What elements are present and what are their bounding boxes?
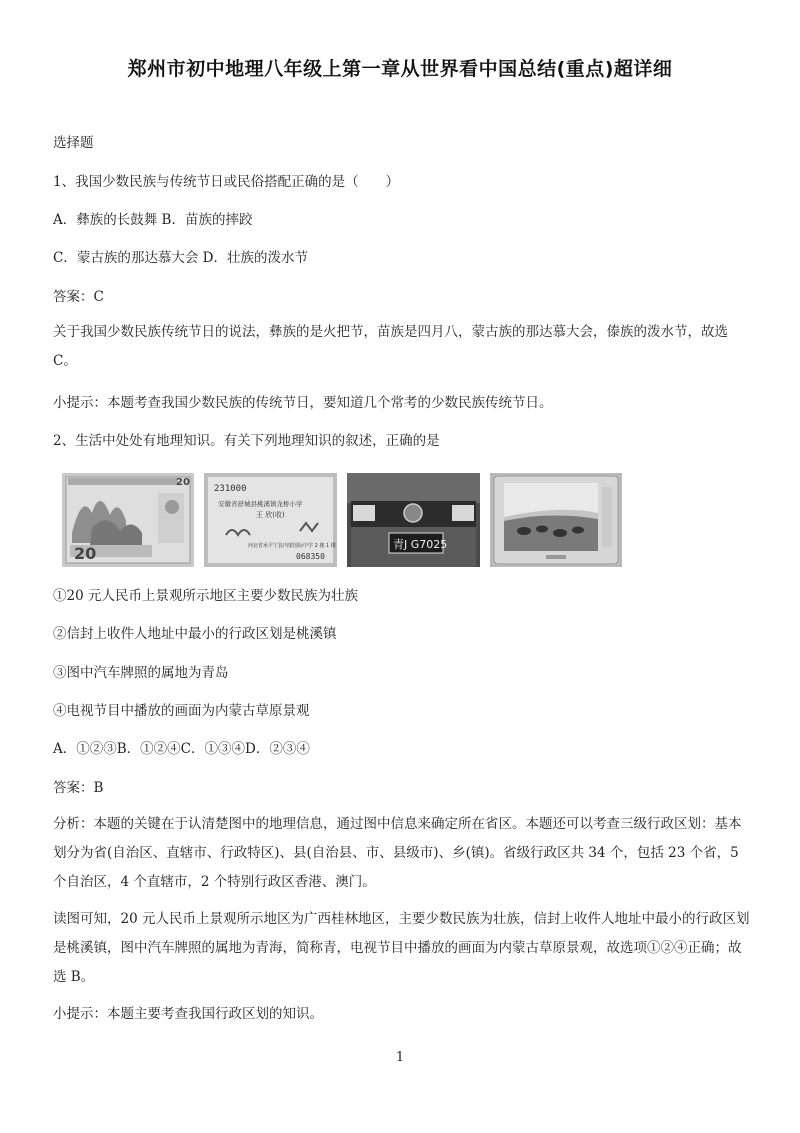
statement-1: ①20 元人民币上景观所示地区主要少数民族为壮族 <box>53 588 358 604</box>
banknote-value-label: 20 <box>74 544 97 563</box>
statement-2: ②信封上收件人地址中最小的行政区划是桃溪镇 <box>53 626 337 642</box>
q2-reading: 读图可知，20 元人民币上景观所示地区为广西桂林地区，主要少数民族为壮族，信封上收件人地址中最小的行政区划是桃溪镇，图中汽车牌照的属地为青海，简称青，电视节目中播放的画面为内蒙古草原景观，故选项①②④正确；故选 B。 <box>53 911 750 985</box>
section-heading: 选择题 <box>53 135 94 151</box>
svg-text:20: 20 <box>176 477 190 488</box>
statement-3: ③图中汽车牌照的属地为青岛 <box>53 665 229 681</box>
q1-explanation: 关于我国少数民族传统节日的说法，彝族的是火把节，苗族是四月八，蒙古族的那达慕大会，傣族的泼水节，故选 C。 <box>53 324 728 369</box>
q1-options-cd: C．蒙古族的那达慕大会 D．壮族的泼水节 <box>53 250 308 266</box>
q2-analysis: 分析：本题的关键在于认清楚图中的地理信息，通过图中信息来确定所在省区。本题还可以考查三级行政区划：基本划分为省(自治区、直辖市、行政特区)、县(自治县、市、县级市)、乡(镇)。省级行政区共 34 个，包括 23 个省，5 个自治区，4 个直辖市，2 个特别行政区香港、澳门。 <box>53 816 742 890</box>
envelope-photo <box>204 473 337 567</box>
q2-stem: 2、生活中处处有地理知识。有关下列地理知识的叙述，正确的是 <box>53 433 440 449</box>
q2-options: A．①②③B．①②④C．①③④D．②③④ <box>53 741 310 757</box>
q1-options-ab: A．彝族的长鼓舞 B．苗族的摔跤 <box>53 212 253 228</box>
q1-answer: 答案：C <box>53 289 104 305</box>
envelope-address: 安徽省舒城县桃溪镇龙桥小学 <box>218 500 303 508</box>
envelope-name: 王 欣(收) <box>256 511 285 519</box>
page-number: 1 <box>395 1050 405 1065</box>
statement-4: ④电视节目中播放的画面为内蒙古草原景观 <box>53 703 310 719</box>
document-title: 郑州市初中地理八年级上第一章从世界看中国总结(重点)超详细 <box>127 58 673 80</box>
q2-tip: 小提示：本题主要考查我国行政区划的知识。 <box>53 1006 323 1022</box>
envelope-sender: 河北省承平宁县内蒙国际中学 2 楼 1 楼 <box>248 543 336 549</box>
car-plate-photo <box>347 473 480 567</box>
tv-photo <box>490 473 622 567</box>
q1-stem: 1、我国少数民族与传统节日或民俗搭配正确的是（ ） <box>53 174 400 190</box>
license-plate-text: 青J G7025 <box>393 538 448 551</box>
q2-answer: 答案：B <box>53 780 104 796</box>
q1-tip: 小提示：本题考查我国少数民族的传统节日，要知道几个常考的少数民族传统节日。 <box>53 395 553 411</box>
banknote-photo <box>62 473 194 567</box>
envelope-top-code: 231000 <box>214 484 247 494</box>
envelope-bottom-code: 068350 <box>296 552 325 561</box>
question-photos <box>62 473 622 567</box>
